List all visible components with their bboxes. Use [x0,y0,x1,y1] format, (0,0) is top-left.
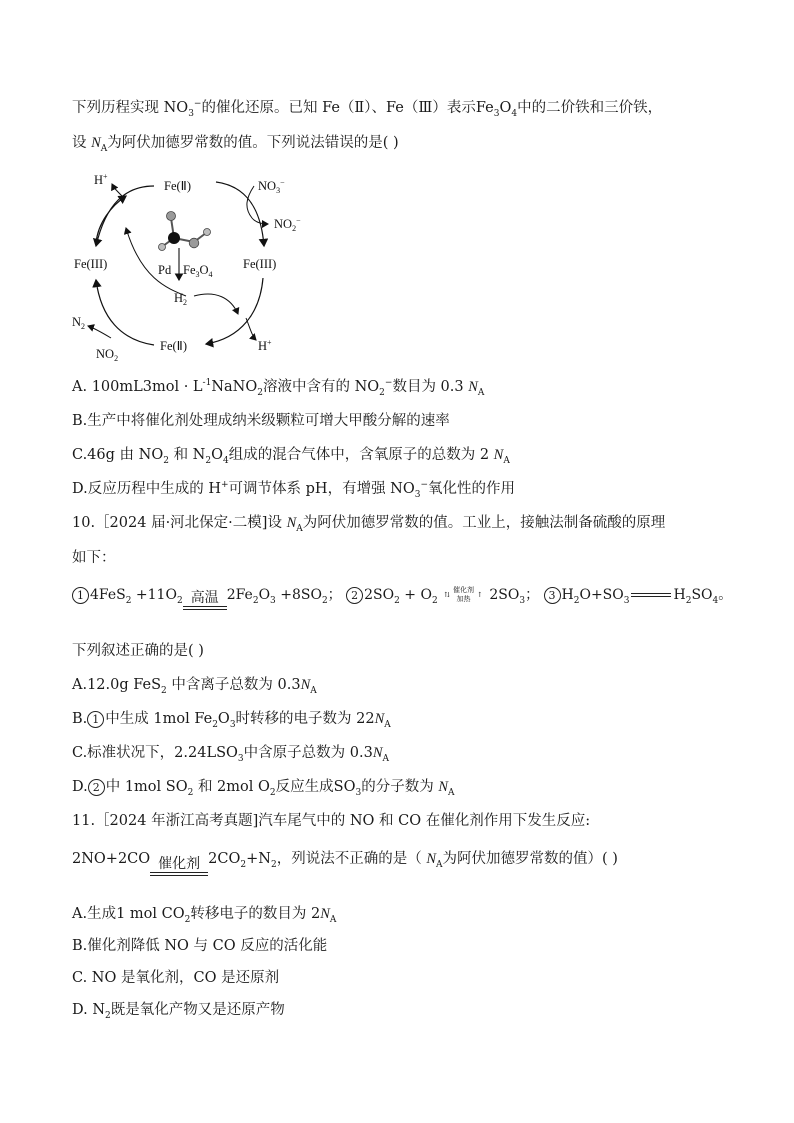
q10-stem-line1: 10.［2024 届·河北保定·二模]设 $N_A$为阿伏加德罗常数的值。工业上，接触法制备硫酸的原理 [72,515,666,534]
q11-stem: 11.［2024 年浙江高考真题]汽车尾气中的 NO 和 CO 在催化剂作用下发生反应: [72,813,591,829]
q10-option-a: A.12.0g FeS$_2$ 中含离子总数为 $0.3N_A$ [72,677,317,696]
eq1-condition: 高温 [183,590,227,610]
label-fe2-top: Fe(Ⅱ) [164,179,191,193]
q11-eq-condition: 催化剂 [150,856,208,876]
arc-fe2-to-fe3-right [216,182,264,246]
q11-option-c: C. NO 是氧化剂，CO 是还原剂 [72,970,280,986]
arrow-h-plus-bottom [246,318,256,340]
arc-fe2-to-fe3-bottom-left [96,280,154,345]
q10-equations: 1 $4FeS_2 +11O_2$ 高温 $2Fe_2O_3 +8SO_2$； 2 $2SO_2 + O_2$ ⇅ 催化剂 加热 ↑ $2SO_3$； 3 $H_2O+SO_3$ $H_2SO_4$。 [72,580,732,610]
catalytic-cycle-diagram [66,168,326,368]
q10-prompt: 下列叙述正确的是( ) [72,643,204,659]
arrow-h2-to-fe3 [194,294,238,314]
q10-option-b: B. 1 中生成 1mol $Fe_2O_3$时转移的电子数为 $22N_A$ [72,711,391,730]
q11-option-a: A.生成1 mol $CO_2$转移电子的数目为 $2N_A$ [72,906,337,925]
q9-stem-line2: 设 $N_A$为阿伏加德罗常数的值。下列说法错误的是( ) [72,135,399,154]
arc-fe3-to-fe2-bottom [206,278,263,344]
arc-fe3-to-fe2-top [96,196,126,243]
q9-option-a: A. $100mL3mol \cdot L^{-1}NaNO_2$溶液中含有的 $NO_2^-$数目为 0.3 $N_A$ [72,378,485,398]
arrow-h-plus-top [112,184,122,196]
formic-acid-molecule-icon [159,212,211,251]
arc-fe2-to-fe3-left [96,186,154,246]
q9-option-c: C.46g 由 $NO_2$ 和 $N_2O_4$组成的混合气体中，含氧原子的总数为 2 $N_A$ [72,447,510,466]
label-n2: $N_2$ [72,315,86,331]
q10-option-d: D. 2 中 1mol $SO_2$ 和 2mol $O_2$反应生成$SO_3$的分子数为 $N_A$ [72,779,455,798]
label-pd: Pd [158,263,172,277]
label-fe3-left: Fe(III) [74,257,108,271]
q10-stem-line2: 如下： [72,550,116,566]
q9-stem-line1: 下列历程实现 $NO_3^-$的催化还原。已知 Fe（Ⅱ）、Fe（Ⅲ）表示$Fe_3O_4$中的二价铁和三价铁， [72,99,663,119]
q11-option-b: B.催化剂降低 NO 与 CO 反应的活化能 [72,938,328,954]
label-fe3o4: $Fe_3O_4$ [183,263,213,279]
label-fe2-bottom: Fe(Ⅱ) [160,339,187,353]
arrow-n2-out [88,326,111,338]
label-no3-in: $NO_3^-$ [258,178,285,195]
eq2-reversible-condition: ⇅ 催化剂 加热 ↑ [444,586,483,603]
q11-equation: 2NO+2CO 催化剂 $2CO_2+N_2$，列说法不正确的是（ $N_A$为阿伏加德罗常数的值）( ) [72,842,618,876]
label-h-plus-bottom: H+ [258,338,272,353]
q11-option-d: D. $N_2$既是氧化产物又是还原产物 [72,1002,285,1021]
q9-option-b: B.生产中将催化剂处理成纳米级颗粒可增大甲酸分解的速率 [72,413,450,429]
q10-option-c: C.标准状况下，$2.24LSO_3$中含原子总数为 $0.3N_A$ [72,745,389,764]
label-h-plus-top: H+ [94,172,108,187]
label-no2-bottom: $NO_2$ [96,347,119,363]
label-h2: $H_2$ [174,291,188,307]
q9-option-d: D.反应历程中生成的 H+可调节体系 pH，有增强 $NO_3^-$氧化性的作用 [72,480,516,500]
label-no2-out: $NO_2^-$ [274,216,301,233]
label-fe3-right: Fe(III) [243,257,277,271]
